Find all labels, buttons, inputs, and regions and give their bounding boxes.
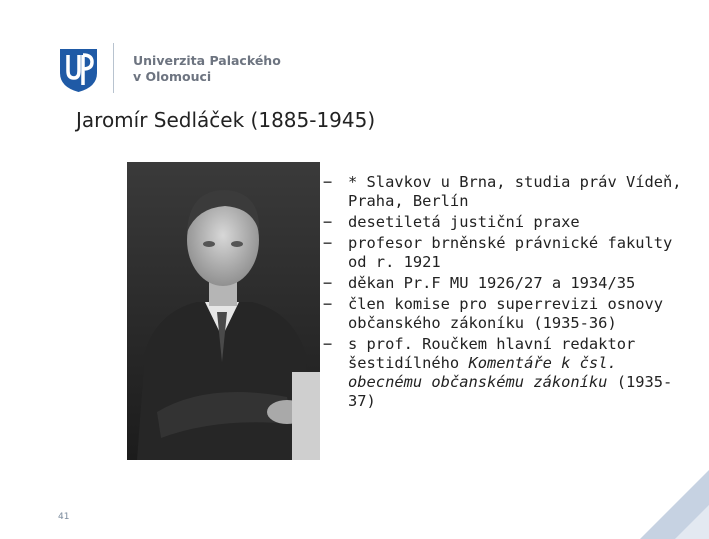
list-item-text-before: s prof. Roučkem hlavní redaktor šestidílného — [348, 335, 636, 372]
university-logo-icon — [58, 47, 99, 93]
list-item — [323, 274, 698, 293]
portrait-photo — [127, 162, 320, 460]
commentary-title: Komentáře k čsl. obecnému občanskému zákoníku — [348, 354, 617, 391]
list-item — [323, 295, 698, 333]
university-name-line2: v Olomouci — [133, 69, 212, 84]
list-item-text: děkan Pr.F MU 1926/27 a 1934/35 — [348, 274, 636, 292]
logo-divider — [113, 43, 114, 93]
university-name — [133, 53, 281, 85]
biography-list — [323, 173, 698, 413]
list-item-text: desetiletá justiční praxe — [348, 213, 580, 231]
page-number: 41 — [58, 512, 70, 522]
university-name-line1: Univerzita Palackého — [133, 53, 281, 68]
list-item-text: profesor brněnské právnické fakulty od r. 1921 — [348, 234, 673, 271]
list-item — [323, 173, 698, 211]
slide-title: Jaromír Sedláček (1885-1945) — [76, 108, 376, 132]
list-item — [323, 335, 698, 411]
list-item-text: člen komise pro superrevizi osnovy občanského zákoníku (1935-36) — [348, 295, 664, 332]
dash-bullet: − — [323, 274, 333, 292]
dash-bullet: − — [323, 173, 333, 191]
list-item — [323, 234, 698, 272]
dash-bullet: − — [323, 234, 333, 252]
list-item — [323, 213, 698, 232]
dash-bullet: − — [323, 295, 333, 313]
list-item-text: * Slavkov u Brna, studia práv Vídeň, Praha, Berlín — [348, 173, 682, 210]
dash-bullet: − — [323, 213, 333, 231]
dash-bullet: − — [323, 335, 333, 353]
list-item-text-after: (1935-37) — [348, 373, 673, 410]
